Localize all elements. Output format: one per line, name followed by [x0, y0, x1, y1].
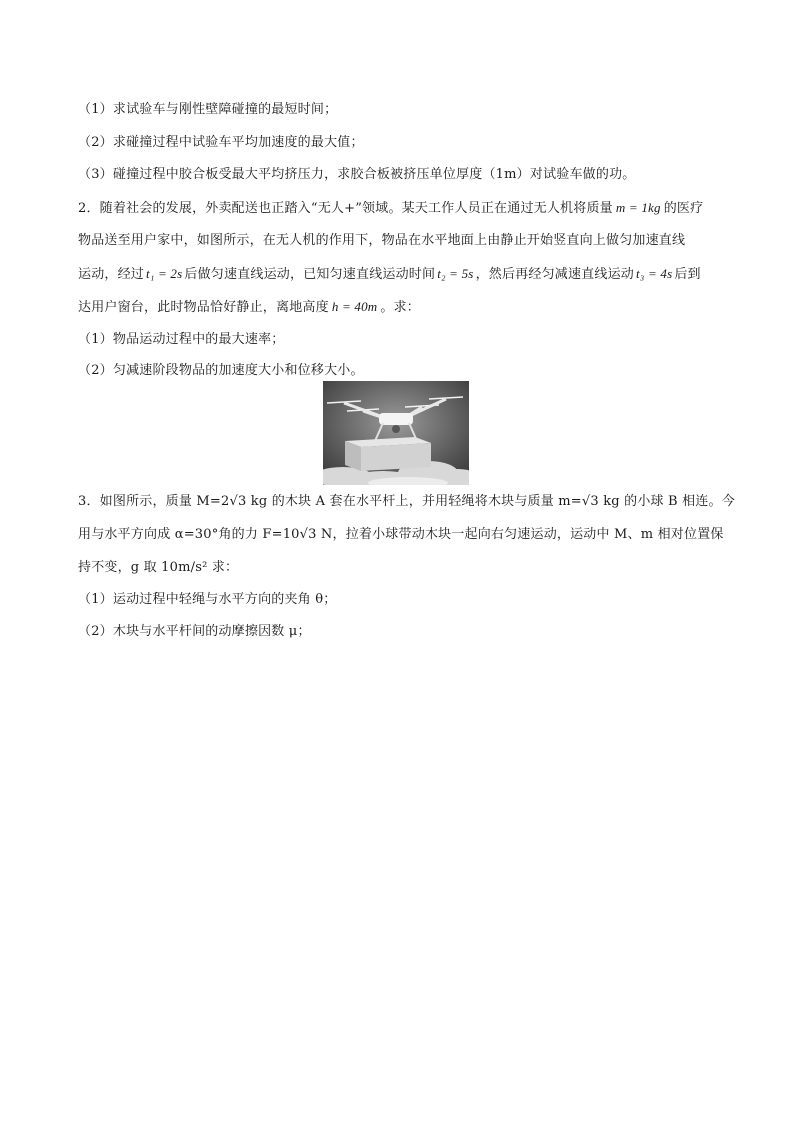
p2-height: h = 40m — [331, 299, 378, 314]
p2-text: 。求： — [380, 300, 420, 315]
drone-photo — [323, 381, 469, 485]
p1-question-1: （1）求试验车与刚性壁障碰撞的最短时间； — [78, 102, 338, 117]
drone-camera — [392, 425, 400, 433]
p2-t1: t₁ = 2s — [146, 266, 183, 281]
p2-text: ，然后再经匀减速直线运动 — [475, 267, 634, 282]
p3-line-3: 持不变，g 取 10m/s² 求： — [78, 560, 239, 575]
p3-line-1: 3．如图所示，质量 M=2√3 kg 的木块 A 套在水平杆上，并用轻绳将木块与质量 m=√3 kg 的小球 B 相连。今 — [78, 494, 735, 509]
p2-text: 达用户窗台，此时物品恰好静止，离地高度 — [78, 300, 329, 315]
p2-line-4 — [78, 297, 718, 318]
p2-mass: m = 1kg — [615, 200, 661, 215]
p2-text: 运动，经过 — [78, 267, 145, 282]
p2-question-2: （2）匀减速阶段物品的加速度大小和位移大小。 — [78, 363, 364, 378]
p1-question-2: （2）求碰撞过程中试验车平均加速度的最大值； — [78, 135, 364, 150]
p2-line-3 — [78, 264, 718, 285]
p2-line-1 — [78, 198, 718, 219]
p2-question-1: （1）物品运动过程中的最大速率； — [78, 332, 285, 347]
p2-text: 后到 — [674, 267, 701, 282]
p2-line-2: 物品送至用户家中，如图所示，在无人机的作用下，物品在水平地面上由静止开始竖直向上做匀加速直线 — [78, 233, 686, 248]
p1-question-3: （3）碰撞过程中胶合板受最大平均挤压力，求胶合板被挤压单位厚度（1m）对试验车做的功。 — [78, 167, 636, 182]
p2-text: 后做匀速直线运动，已知匀速直线运动时间 — [184, 267, 436, 282]
p2-text: 2．随着社会的发展，外卖配送也正踏入“无人+”领域。某天工作人员正在通过无人机将质量 — [78, 201, 613, 216]
p2-t3: t₃ = 4s — [635, 266, 673, 281]
drone-illustration — [323, 381, 469, 485]
p2-text: 的医疗 — [663, 201, 704, 216]
p3-question-2: （2）木块与水平杆间的动摩擦因数 μ； — [78, 624, 311, 639]
drone-body — [379, 413, 413, 425]
p2-t2: t₂ = 5s — [437, 266, 474, 281]
p3-line-2: 用与水平方向成 α=30°角的力 F=10√3 N，拉着小球带动木块一起向右匀速运动，运动中 M、m 相对位置保 — [78, 527, 724, 542]
package-box — [345, 437, 431, 471]
p3-question-1: （1）运动过程中轻绳与水平方向的夹角 θ； — [78, 592, 337, 607]
